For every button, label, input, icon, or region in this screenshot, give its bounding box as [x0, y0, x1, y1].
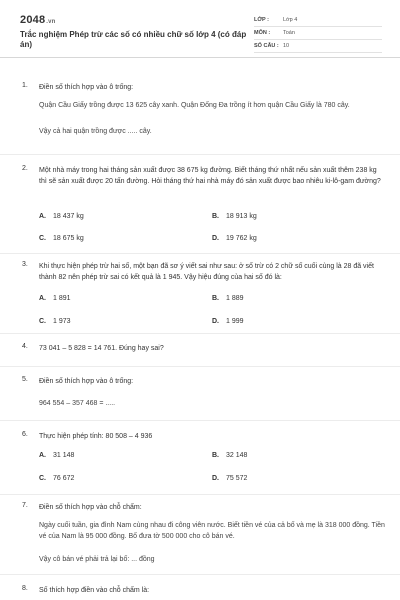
- option-letter: C.: [39, 235, 46, 242]
- option-letter: A.: [39, 213, 46, 220]
- meta-row-grade: [254, 14, 382, 27]
- answer-option-b[interactable]: [212, 295, 244, 302]
- answer-option-d[interactable]: [212, 318, 244, 325]
- question-paragraph: Vậy cô bán vé phải trả lại bố: ... đồng: [39, 556, 155, 563]
- question-divider: [0, 494, 400, 495]
- option-letter: B.: [212, 295, 219, 302]
- question-number: 2.: [22, 165, 28, 172]
- question-number: 7.: [22, 502, 28, 509]
- option-letter: B.: [212, 452, 219, 459]
- meta-value: Lớp 4: [283, 17, 298, 23]
- option-letter: A.: [39, 295, 46, 302]
- option-value: 1 973: [53, 318, 71, 325]
- option-letter: A.: [39, 452, 46, 459]
- meta-info: [254, 14, 382, 53]
- answer-option-d[interactable]: [212, 235, 257, 242]
- question-number: 8.: [22, 585, 28, 592]
- option-letter: B.: [212, 213, 219, 220]
- logo-main: 2048: [20, 14, 46, 26]
- logo-tld: .vn: [46, 19, 56, 25]
- answer-option-b[interactable]: [212, 213, 257, 220]
- page-header: [0, 0, 400, 58]
- option-letter: C.: [39, 475, 46, 482]
- question-paragraph: Vậy cả hai quận trồng được ..... cây.: [39, 128, 152, 135]
- option-value: 75 572: [226, 475, 248, 482]
- question-text: Số thích hợp điền vào chỗ chấm là:: [39, 587, 150, 594]
- option-value: 18 675 kg: [53, 235, 84, 242]
- meta-value: 10: [283, 43, 290, 49]
- option-value: 32 148: [226, 452, 248, 459]
- question-number: 3.: [22, 261, 28, 268]
- option-value: 1 891: [53, 295, 71, 302]
- option-value: 19 762 kg: [226, 235, 257, 242]
- answer-option-c[interactable]: [39, 475, 74, 482]
- question-paragraph: Quận Cầu Giấy trồng được 13 625 cây xanh. Quận Đống Đa trồng ít hơn quận Cầu Giấy là 780 cây.: [39, 102, 350, 109]
- option-value: 31 148: [53, 452, 75, 459]
- site-logo[interactable]: [20, 14, 56, 26]
- option-letter: D.: [212, 475, 219, 482]
- answer-option-b[interactable]: [212, 452, 247, 459]
- option-value: 18 437 kg: [53, 213, 84, 220]
- question-divider: [0, 154, 400, 155]
- question-divider: [0, 366, 400, 367]
- answer-option-d[interactable]: [212, 475, 247, 482]
- meta-label: MÔN :: [254, 30, 271, 36]
- question-divider: [0, 574, 400, 575]
- answer-option-c[interactable]: [39, 235, 84, 242]
- question-paragraph: Ngày cuối tuần, gia đình Nam cùng nhau đi công viên nước. Biết tiền vé của cả bố và mẹ là 318 000 đồng. Tiền vé của Nam là 95 000 đồng. Bố đưa tờ 500 000 cho cô bán vé.: [39, 522, 385, 540]
- question-text: Điền số thích hợp vào ô trống:: [39, 378, 134, 385]
- meta-row-count: [254, 40, 382, 53]
- meta-value: Toán: [283, 30, 295, 36]
- question-text: Thực hiện phép tính: 80 508 – 4 936: [39, 433, 153, 440]
- meta-row-subject: [254, 27, 382, 40]
- question-number: 4.: [22, 343, 28, 350]
- meta-label: LỚP :: [254, 17, 269, 23]
- question-text: 73 041 – 5 828 = 14 761. Đúng hay sai?: [39, 345, 164, 352]
- question-divider: [0, 253, 400, 254]
- option-value: 1 999: [226, 318, 244, 325]
- answer-option-a[interactable]: [39, 213, 84, 220]
- option-letter: D.: [212, 235, 219, 242]
- answer-option-a[interactable]: [39, 295, 71, 302]
- question-text: Điền số thích hợp vào ô trống:: [39, 84, 134, 91]
- question-divider: [0, 333, 400, 334]
- option-value: 1 889: [226, 295, 244, 302]
- option-letter: D.: [212, 318, 219, 325]
- meta-label: SỐ CÂU :: [254, 43, 279, 49]
- question-text: Một nhà máy trong hai tháng sản xuất được 38 675 kg đường. Biết tháng thứ nhất nếu sản xuất thêm 238 kg thì sẽ sản xuất được 20 tấn đường. Hỏi tháng thứ hai nhà máy đó sản xuất được bao nhiêu ki-lô-gam đường?: [39, 167, 381, 185]
- answer-option-a[interactable]: [39, 452, 74, 459]
- question-number: 6.: [22, 431, 28, 438]
- question-text: Khi thực hiện phép trừ hai số, một bạn đã sơ ý viết sai như sau: ở số trừ có 2 chữ số cuối cùng là 28 đã viết thành 82 nên phép trừ sai có kết quả là 1 945. Vậy hiệu đúng của hai số đó là:: [39, 263, 374, 281]
- option-letter: C.: [39, 318, 46, 325]
- question-paragraph: 964 554 – 357 468 = .....: [39, 400, 116, 407]
- question-text: Điền số thích hợp vào chỗ chấm:: [39, 504, 142, 511]
- option-value: 18 913 kg: [226, 213, 257, 220]
- question-divider: [0, 420, 400, 421]
- answer-option-c[interactable]: [39, 318, 71, 325]
- question-number: 1.: [22, 82, 28, 89]
- question-number: 5.: [22, 376, 28, 383]
- option-value: 76 672: [53, 475, 75, 482]
- page-title: Trắc nghiệm Phép trừ các số có nhiều chữ số lớp 4 (có đáp án): [20, 30, 247, 49]
